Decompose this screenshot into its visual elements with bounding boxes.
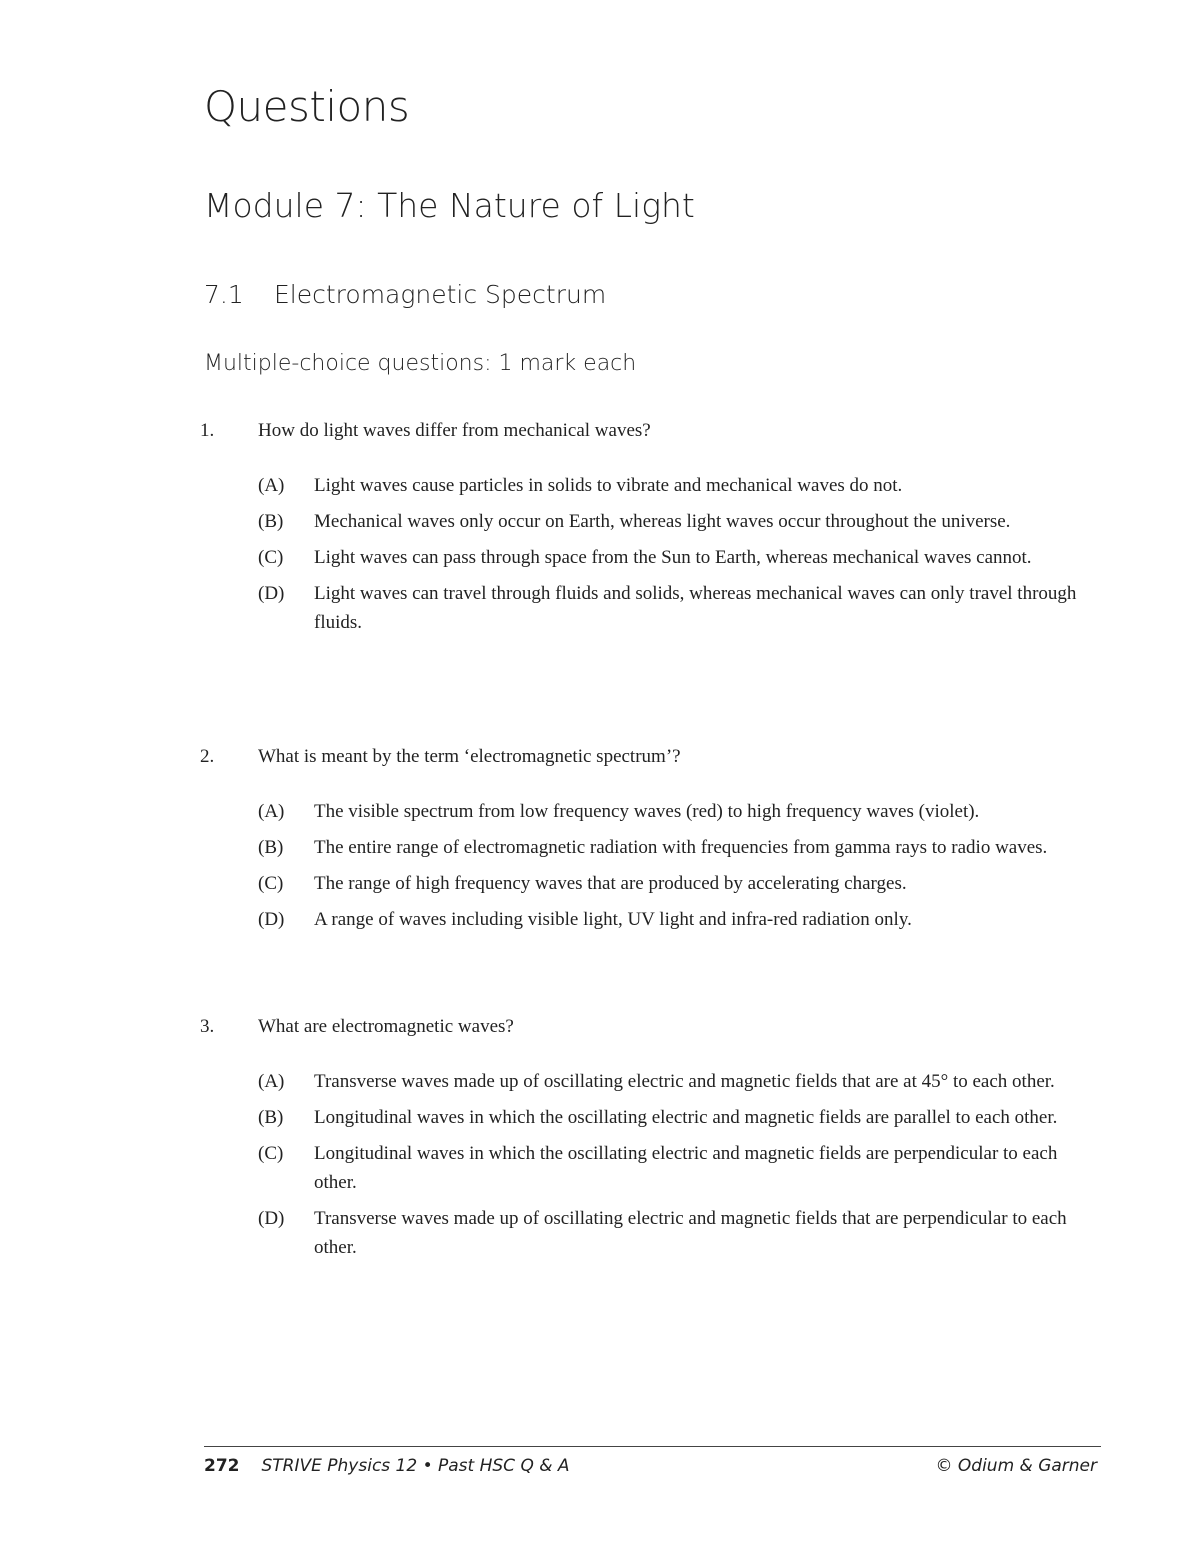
question-3	[200, 1012, 1100, 1269]
option-label: (B)	[258, 837, 284, 858]
option-text: Transverse waves made up of oscillating electric and magnetic fields that are perpendicular to each other.	[314, 1208, 1067, 1258]
option-text: A range of waves including visible light, UV light and infra-red radiation only.	[314, 909, 912, 930]
option-label: (C)	[258, 547, 284, 568]
option-text: Transverse waves made up of oscillating electric and magnetic fields that are at 45° to each other.	[314, 1071, 1055, 1092]
section-heading	[204, 280, 606, 309]
option-d[interactable]	[258, 1204, 1100, 1262]
section-number: 7.1	[204, 280, 244, 309]
option-text: The entire range of electromagnetic radiation with frequencies from gamma rays to radio waves.	[314, 837, 1048, 858]
option-label: (D)	[258, 1208, 285, 1229]
option-d[interactable]	[258, 905, 1100, 934]
option-list	[258, 1067, 1100, 1262]
option-list	[258, 797, 1100, 934]
option-b[interactable]	[258, 1103, 1100, 1132]
option-label: (B)	[258, 1107, 284, 1128]
option-text: The range of high frequency waves that are produced by accelerating charges.	[314, 873, 907, 894]
footer-left	[204, 1456, 570, 1476]
copyright: © Odium & Garner	[935, 1456, 1097, 1476]
question-text: What is meant by the term ‘electromagnetic spectrum’?	[258, 746, 681, 767]
page-number: 272	[204, 1456, 240, 1476]
question-1	[200, 416, 1100, 644]
option-label: (C)	[258, 1143, 284, 1164]
option-text: Longitudinal waves in which the oscillating electric and magnetic fields are perpendicular to each other.	[314, 1143, 1058, 1193]
option-text: Light waves can pass through space from the Sun to Earth, whereas mechanical waves cannot.	[314, 547, 1032, 568]
footer-divider	[204, 1446, 1101, 1447]
option-label: (D)	[258, 583, 285, 604]
question-text: What are electromagnetic waves?	[258, 1016, 514, 1037]
option-label: (B)	[258, 511, 284, 532]
option-label: (A)	[258, 475, 285, 496]
option-c[interactable]	[258, 543, 1100, 572]
book-title: STRIVE Physics 12 • Past HSC Q & A	[261, 1456, 570, 1476]
option-b[interactable]	[258, 833, 1100, 862]
module-title: Module 7: The Nature of Light	[204, 186, 695, 225]
question-2	[200, 742, 1100, 941]
question-stem	[200, 416, 1100, 445]
option-a[interactable]	[258, 1067, 1100, 1096]
option-text: Light waves cause particles in solids to vibrate and mechanical waves do not.	[314, 475, 903, 496]
option-list	[258, 471, 1100, 637]
option-label: (A)	[258, 1071, 285, 1092]
option-c[interactable]	[258, 869, 1100, 898]
option-d[interactable]	[258, 579, 1100, 637]
question-number: 1.	[200, 420, 215, 441]
option-text: Mechanical waves only occur on Earth, whereas light waves occur throughout the universe.	[314, 511, 1011, 532]
option-a[interactable]	[258, 471, 1100, 500]
question-number: 2.	[200, 746, 215, 767]
option-text: The visible spectrum from low frequency waves (red) to high frequency waves (violet).	[314, 801, 980, 822]
option-c[interactable]	[258, 1139, 1100, 1197]
option-label: (D)	[258, 909, 285, 930]
question-number: 3.	[200, 1016, 215, 1037]
question-stem	[200, 742, 1100, 771]
option-label: (A)	[258, 801, 285, 822]
section-title: Electromagnetic Spectrum	[274, 280, 607, 309]
option-text: Longitudinal waves in which the oscillating electric and magnetic fields are parallel to each other.	[314, 1107, 1058, 1128]
option-a[interactable]	[258, 797, 1100, 826]
page-footer	[204, 1456, 1097, 1476]
question-type-subheading: Multiple-choice questions: 1 mark each	[204, 351, 637, 376]
question-stem	[200, 1012, 1100, 1041]
question-text: How do light waves differ from mechanical waves?	[258, 420, 651, 441]
option-label: (C)	[258, 873, 284, 894]
page-title: Questions	[204, 82, 410, 131]
option-b[interactable]	[258, 507, 1100, 536]
option-text: Light waves can travel through fluids and solids, whereas mechanical waves can only travel through fluids.	[314, 583, 1077, 633]
